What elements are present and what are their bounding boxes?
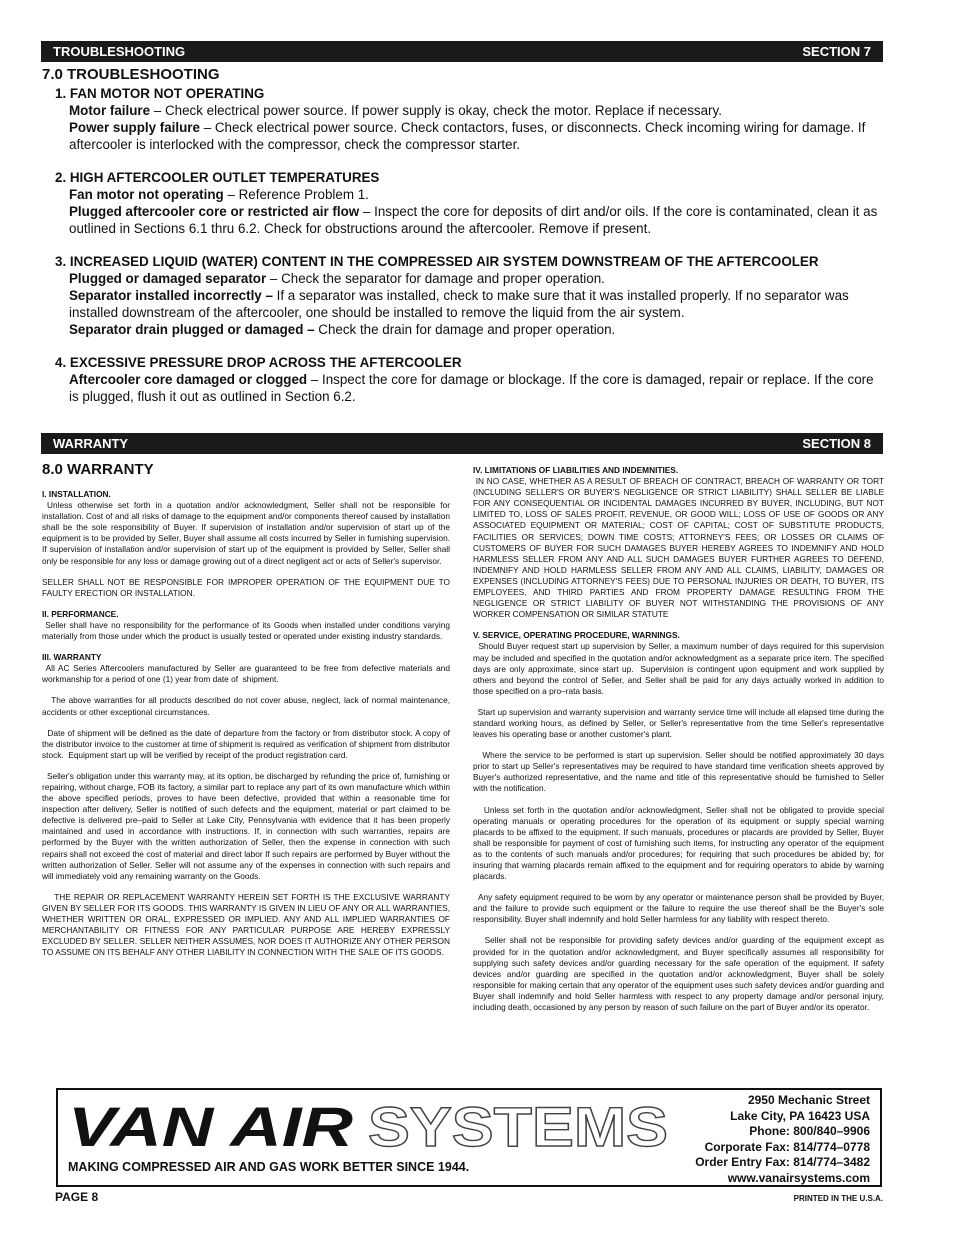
troubleshooting-entry [55,270,885,287]
address-city: Lake City, PA 16423 USA [730,1108,870,1123]
troubleshooting-entry [55,102,885,119]
warranty-paragraph: Unless otherwise set forth in a quotation and/or acknowledgment, Seller shall not be responsible for installation. Cost of and all risks of damage to the equipment and/or components thereof caused by installation shall be the sole responsibility of Buyer. If supervision of installation and/or supervision of start up of the equipment is to be provided by Seller, Buyer shall assume all costs incurred by Seller in furnishing supervision. If supervision of installation and/or supervision of start up of the equipment is provided by Seller, Seller shall only be responsible for any loss or damage growing out of a direct negligent act or acts of Seller's supervisor. [42,500,453,566]
troubleshooting-entry-text: – Inspect the core for damage or blockage. If the core is damaged, repair or replace. If the core is plugged, flush it out as outlined in Section 6.2. [69,372,874,404]
address-phone: Phone: 800/840–9906 [749,1124,870,1139]
warranty-subheading: II. PERFORMANCE. [42,608,119,619]
warranty-paragraph: THE REPAIR OR REPLACEMENT WARRANTY HEREIN SET FORTH IS THE EXCLUSIVE WARRANTY GIVEN BY SELLER FOR ITS GOODS. THIS WARRANTY IS GIVEN IN LIEU OF ANY OR ALL WARRANTIES, WHETHER WRITTEN OR ORAL, EXPRESSED OR IMPLIED. ANY AND ALL IMPLIED WARRANTIES OF MERCHANTABILITY OR FITNESS FOR ANY PARTICULAR PURPOSE ARE HEREBY EXPRESSLY EXCLUDED BY SELLER. SELLER NEITHER ASSUMES, NOR DOES IT AUTHORIZE ANY OTHER PERSON TO ASSUME ON ITS BEHALF ANY OTHER LIABILITY IN CONNECTION WITH THE SALE OF ITS GOODS. [42,891,453,958]
troubleshooting-entry-term: Plugged aftercooler core or restricted air flow [69,204,360,219]
van-air-systems-logo [68,1100,668,1152]
troubleshooting-item-title: 1. FAN MOTOR NOT OPERATING [55,86,265,101]
warranty-paragraph: Any safety equipment required to be worn by any operator or maintenance person shall be provided by Buyer, and the failure to provide such equipment or the failure to require the use thereof shall be the Buyer's sole responsibility. Buyer shall indemnify and hold Seller harmless for any liability with respect thereto. [473,892,887,925]
troubleshooting-entry-text: – Reference Problem 1. [223,187,369,202]
printed-in-usa: PRINTED IN THE U.S.A. [793,1194,883,1203]
warranty-subheading: IV. LIMITATIONS OF LIABILITIES AND INDEMNITIES. [473,465,679,475]
troubleshooting-entry-term: Fan motor not operating [69,187,224,202]
warranty-paragraph: Seller's obligation under this warranty may, at its option, be discharged by refunding the price of, furnishing or repairing, without charge, FOB its factory, a similar part to replace any part of its own manufacture which within the above specified periods, proves to have been defective, provided that within a reasonable time for inspection after delivery, Seller is notified of such defects and the equipment, material or part claimed to be defective is delivered pre–paid to Seller at Lake City, Pennsylvania with evidence that it has been properly maintained and used in accordance with instructions. If, in connection with such warranties, repairs are performed by the Buyer with the written authorization of Seller, then the expense in connection with such repairs shall not exceed the cost of material and direct labor If such repairs are performed by Buyer without the written authorization of Seller. Seller will not assume any of the expenses in connection with such repairs and will immediately void any remaining warranty on the Goods. [42,770,453,881]
section-8-bar-number: SECTION 8 [802,436,871,451]
address-order-fax: Order Entry Fax: 814/774–3482 [695,1155,870,1170]
troubleshooting-entry-term: Separator installed incorrectly – [69,288,273,303]
section-7-bar-title: TROUBLESHOOTING [53,44,186,59]
warranty-paragraph: All AC Series Aftercoolers manufactured by Seller are guaranteed to be free from defective materials and workmanship for a period of one (1) year from date of shipment. [42,663,453,685]
troubleshooting-entry [55,203,885,237]
warranty-right-column [473,465,887,1023]
warranty-subheading: III. WARRANTY [42,652,102,663]
warranty-subheading: V. SERVICE, OPERATING PROCEDURE, WARNINGS. [473,630,680,641]
troubleshooting-entry [55,119,885,153]
warranty-paragraph: Date of shipment will be defined as the date of departure from the factory or from distributor stock. A copy of the distributor invoice to the customer at time of shipment is required as verification of shipment from distributor stock. Equipment start up will be verified by receipt of the product registration card. [42,727,453,760]
company-slogan: MAKING COMPRESSED AIR AND GAS WORK BETTER SINCE 1944. [68,1160,470,1174]
troubleshooting-item [55,85,885,153]
warranty-paragraph: IN NO CASE, WHETHER AS A RESULT OF BREACH OF CONTRACT, BREACH OF WARRANTY OR TORT (INCLUDING SELLER'S OR BUYER'S NEGLIGENCE OR STRICT LIABILITY) SHALL SELLER BE LIABLE FOR ANY CONSEQUENTIAL OR INCIDENTAL DAMAGES INCURRED BY BUYER, INCLUDING, BUT NOT LIMITED TO, LOSS OF SALES PROFIT, REVENUE, OR GOOD WILL; LOSS OF USE OF GOODS OR ANY ASSOCIATED EQUIPMENT OR MATERIAL; COST OF CAPITAL; COST OF SUBSTITUTE PRODUCTS, FACILITIES OR SERVICES; DOWN TIME COSTS; ATTORNEY'S FEES; OR LOSSES OR CLAIMS OF CUSTOMERS OF BUYER FOR SUCH DAMAGES BUYER HEREBY AGREES TO INDEMNIFY AND HOLD HARMLESS SELLER FROM ANY AND ALL SUCH DAMAGES BUYER FURTHER AGREES TO DEFEND, INDEMNIFY AND HOLD HARMLESS SELLER FROM ANY AND ALL CLAIMS, LIABILITY, DAMAGES OR EXPENSES (INCLUDING ATTORNEY'S FEES) DUE TO PERSONAL INJURIES OR DEATH, TO BUYER, ITS EMPLOYEES, AND THIRD PARTIES AND FROM PROPERTY DAMAGE RESULTING FROM THE NEGLIGENCE OR STRICT LIABILITY OF BUYER NOT WITHSTANDING THE PROVISIONS OF ANY WORKER COMPENSATION OR SIMILAR STATUTE [473,476,887,620]
troubleshooting-item-title: 4. EXCESSIVE PRESSURE DROP ACROSS THE AFTERCOOLER [55,355,462,370]
troubleshooting-entry-text: – Inspect the core for deposits of dirt and/or oils. If the core is contaminated, clean it as outlined in Sections 6.1 thru 6.2. Check for obstructions around the aftercooler. Remove if present. [69,204,878,236]
troubleshooting-entry [55,321,885,338]
warranty-paragraph: SELLER SHALL NOT BE RESPONSIBLE FOR IMPROPER OPERATION OF THE EQUIPMENT DUE TO FAULTY ERECTION OR INSTALLATION. [42,576,453,598]
troubleshooting-list [55,85,885,421]
warranty-paragraph: Seller shall not be responsible for providing safety devices and/or guarding of the equipment except as provided for in the quotation and/or acknowledgment, and Buyer specifically assumes all responsibility for supplying such safety devices and/or guarding necessary for the safe operation of the equipment. If safety devices and/or guarding are specified in the quotation and/or acknowledgment, Buyer shall be solely responsible for making certain that any operator of the equipment uses such safety devices and/or guarding and Buyer shall indemnify and hold Seller harmless with respect to any property damage and/or personal injury, including death, occasioned by any person by reason of such failure on the part of Buyer and/or its operator. [473,935,887,1013]
troubleshooting-entry-term: Power supply failure [69,120,200,135]
troubleshooting-entry-term: Motor failure [69,103,151,118]
warranty-heading: 8.0 WARRANTY [42,461,154,478]
section-8-bar-title: WARRANTY [53,436,129,451]
troubleshooting-entry-text: – Check electrical power source. Check contactors, fuses, or disconnects. Check incoming wiring for damage. If aftercooler is interlocked with the compressor, check the compressor starter. [69,120,866,152]
troubleshooting-item [55,253,885,338]
address-website: www.vanairsystems.com [727,1170,870,1185]
troubleshooting-entry-text: – Check the separator for damage and proper operation. [266,271,605,286]
address-corporate-fax: Corporate Fax: 814/774–0778 [704,1139,870,1154]
warranty-paragraph: Start up supervision and warranty supervision and warranty service time will include all elapsed time during the standard working hours, as defined by Seller, or Seller's representative from the time Seller's representative leaves his operating base or another customer's plant. [473,706,887,740]
address-street: 2950 Mechanic Street [747,1093,870,1107]
warranty-paragraph: Where the service to be performed is start up supervision. Seller should be notified approximately 30 days prior to start up Seller's representatives may be required to have standard time verification sheets approved by Buyer's authorized representative, and the name and title of this representative should be furnished to Seller with the notification. [473,750,887,794]
troubleshooting-entry-term: Aftercooler core damaged or clogged [69,372,308,387]
troubleshooting-entry [55,186,885,203]
logo-systems-text: SYSTEMS [368,1100,668,1152]
warranty-paragraph: Unless set forth in the quotation and/or acknowledgment, Seller shall not be obligated to provide special operating manuals or operating procedures for the operation of its equipment or supply special warning placards to be affixed to the equipment. If such manuals, procedures or placards are provided by Seller, Buyer shall be responsible for payment of cost of furnishing such items, for instructing any operator of the equipment as to the contents of such manuals and/or procedures; for requiring that such procedures be abided by; for insuring that warning placards remain affixed to the equipment and for requiring operators to abide by warning placards. [473,804,887,882]
troubleshooting-item-title: 2. HIGH AFTERCOOLER OUTLET TEMPERATURES [55,170,380,185]
section-8-bar [41,433,883,454]
company-address [695,1093,870,1187]
troubleshooting-heading: 7.0 TROUBLESHOOTING [42,66,220,83]
troubleshooting-entry-term: Separator drain plugged or damaged – [69,322,315,337]
section-7-bar-number: SECTION 7 [802,44,871,59]
warranty-subheading: I. INSTALLATION. [42,489,111,499]
warranty-paragraph: Seller shall have no responsibility for the performance of its Goods when installed under conditions varying materially from those under which the product is usually tested or operated under existing industry standards. [42,619,453,642]
troubleshooting-entry-text: If a separator was installed, check to make sure that it was installed properly. If no separator was installed downstream of the aftercooler, one should be installed to remove the liquid from the air system. [69,288,849,320]
warranty-paragraph: The above warranties for all products described do not cover abuse, neglect, lack of normal maintenance, accidents or other exceptional circumstances. [42,695,453,717]
troubleshooting-entry [55,287,885,321]
section-7-bar [41,41,883,62]
warranty-paragraph: Should Buyer request start up supervision by Seller, a maximum number of days required for this supervision may be included and specified in the quotation and/or acknowledgment as a separate price item. The specified days are only approximate, since start up. Supervision is contingent upon equipment and work supplied by others and beyond the control of Seller, and Seller shall be paid for any days actually worked in addition to those specified on a pro–rata basis. [473,641,887,696]
company-footer-box [56,1088,882,1187]
troubleshooting-item-title: 3. INCREASED LIQUID (WATER) CONTENT IN THE COMPRESSED AIR SYSTEM DOWNSTREAM OF THE AFTERCOOLER [55,254,819,269]
warranty-left-column [42,489,453,968]
logo-van-air-text: VAN AIR [68,1100,354,1152]
page-number: PAGE 8 [55,1190,99,1204]
troubleshooting-entry [55,371,885,405]
troubleshooting-entry-term: Plugged or damaged separator [69,271,267,286]
troubleshooting-item [55,169,885,237]
troubleshooting-item [55,354,885,405]
troubleshooting-entry-text: Check the drain for damage and proper operation. [314,322,616,337]
troubleshooting-entry-text: – Check electrical power source. If power supply is okay, check the motor. Replace if necessary. [150,103,722,118]
